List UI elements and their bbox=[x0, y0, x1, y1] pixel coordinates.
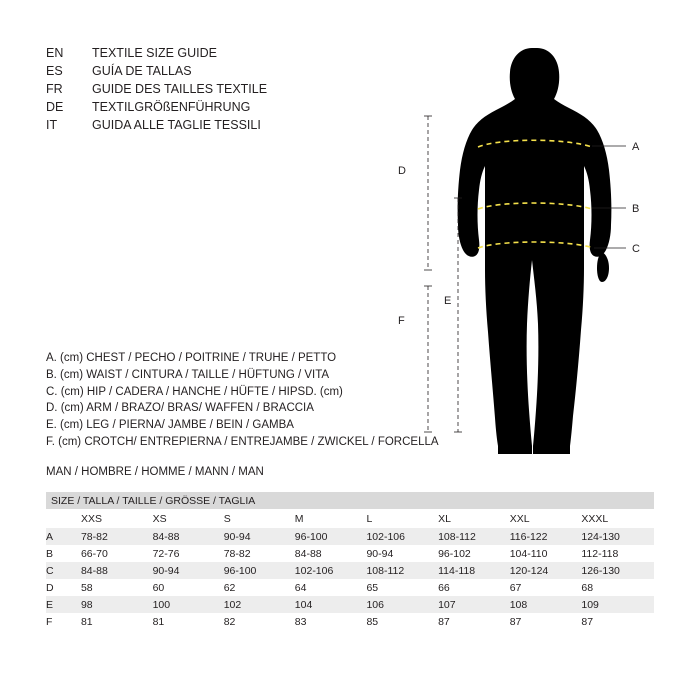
table-cell: 104-110 bbox=[510, 545, 582, 562]
table-cell: 90-94 bbox=[224, 528, 295, 545]
row-label: B bbox=[46, 545, 81, 562]
table-cell: 72-76 bbox=[153, 545, 224, 562]
legend-item-b: B. (cm) WAIST / CINTURA / TAILLE / HÜFTUNG / VITA bbox=[46, 368, 330, 381]
language-code: ES bbox=[46, 64, 63, 78]
legend-item-d: D. (cm) ARM / BRAZO/ BRAS/ WAFFEN / BRACCIA bbox=[46, 402, 314, 415]
table-header-row bbox=[46, 509, 654, 528]
table-cell: 84-88 bbox=[153, 528, 224, 545]
table-cell: 102 bbox=[224, 596, 295, 613]
table-cell: 124-130 bbox=[581, 528, 654, 545]
language-code: EN bbox=[46, 46, 64, 60]
table-row bbox=[46, 579, 654, 596]
language-row bbox=[46, 98, 267, 116]
table-cell: 65 bbox=[366, 579, 438, 596]
table-cell: 96-100 bbox=[295, 528, 367, 545]
gender-label: MAN / HOMBRE / HOMME / MANN / MAN bbox=[46, 466, 264, 478]
row-label: D bbox=[46, 579, 81, 596]
table-cell: 82 bbox=[224, 613, 295, 630]
language-header-block bbox=[46, 44, 267, 134]
callout-label-c: C bbox=[632, 243, 640, 255]
table-cell: 102-106 bbox=[295, 562, 367, 579]
callout-label-f: F bbox=[398, 315, 405, 327]
table-cell: 107 bbox=[438, 596, 510, 613]
table-cell: 106 bbox=[366, 596, 438, 613]
table-cell: 84-88 bbox=[81, 562, 153, 579]
callout-label-b: B bbox=[632, 203, 640, 215]
column-header: XXL bbox=[510, 509, 582, 528]
table-cell: 108-112 bbox=[438, 528, 510, 545]
table-cell: 90-94 bbox=[366, 545, 438, 562]
table-cell: 83 bbox=[295, 613, 367, 630]
table-cell: 78-82 bbox=[81, 528, 153, 545]
table-cell: 114-118 bbox=[438, 562, 510, 579]
table-cell: 87 bbox=[581, 613, 654, 630]
callout-label-e: E bbox=[444, 295, 452, 307]
table-cell: 120-124 bbox=[510, 562, 582, 579]
table-cell: 116-122 bbox=[510, 528, 582, 545]
row-label: A bbox=[46, 528, 81, 545]
table-cell: 58 bbox=[81, 579, 153, 596]
table-cell: 126-130 bbox=[581, 562, 654, 579]
column-header: M bbox=[295, 509, 367, 528]
table-cell: 87 bbox=[510, 613, 582, 630]
column-header: XL bbox=[438, 509, 510, 528]
column-header: L bbox=[366, 509, 438, 528]
dimension-lines bbox=[424, 116, 462, 432]
table-cell: 66 bbox=[438, 579, 510, 596]
language-text: GUIDA ALLE TAGLIE TESSILI bbox=[92, 118, 261, 132]
table-cell: 81 bbox=[81, 613, 153, 630]
table-cell: 109 bbox=[581, 596, 654, 613]
table-cell: 78-82 bbox=[224, 545, 295, 562]
table-cell: 96-100 bbox=[224, 562, 295, 579]
column-header: XS bbox=[153, 509, 224, 528]
column-header: XXS bbox=[81, 509, 153, 528]
table-corner-cell bbox=[46, 509, 81, 528]
table-cell: 60 bbox=[153, 579, 224, 596]
language-row bbox=[46, 62, 267, 80]
table-cell: 85 bbox=[366, 613, 438, 630]
table-cell: 68 bbox=[581, 579, 654, 596]
legend-item-a: A. (cm) CHEST / PECHO / POITRINE / TRUHE / PETTO bbox=[46, 352, 337, 364]
table-row bbox=[46, 613, 654, 630]
row-label: C bbox=[46, 562, 81, 579]
legend-item-f: F. (cm) CROTCH/ ENTREPIERNA / ENTREJAMBE / ZWICKEL / FORCELLA bbox=[46, 435, 439, 448]
table-title-row bbox=[46, 492, 654, 509]
table-cell: 98 bbox=[81, 596, 153, 613]
language-code: FR bbox=[46, 82, 63, 96]
table-title: SIZE / TALLA / TAILLE / GRÖSSE / TAGLIA bbox=[46, 492, 654, 509]
man-silhouette-icon bbox=[458, 48, 612, 454]
legend-item-e: E. (cm) LEG / PIERNA/ JAMBE / BEIN / GAMBA bbox=[46, 419, 294, 432]
size-table bbox=[46, 492, 654, 630]
table-cell: 100 bbox=[153, 596, 224, 613]
table-cell: 87 bbox=[438, 613, 510, 630]
callout-label-a: A bbox=[632, 141, 640, 153]
table-cell: 104 bbox=[295, 596, 367, 613]
body-measurement-figure bbox=[380, 20, 680, 480]
language-code: IT bbox=[46, 118, 58, 132]
table-cell: 64 bbox=[295, 579, 367, 596]
row-label: E bbox=[46, 596, 81, 613]
table-cell: 81 bbox=[153, 613, 224, 630]
table-cell: 96-102 bbox=[438, 545, 510, 562]
language-text: TEXTILGRÖßENFÜHRUNG bbox=[92, 100, 251, 114]
table-cell: 67 bbox=[510, 579, 582, 596]
language-row bbox=[46, 80, 267, 98]
legend-item-c: C. (cm) HIP / CADERA / HANCHE / HÜFTE / HIPSD. (cm) bbox=[46, 385, 343, 398]
column-header: S bbox=[224, 509, 295, 528]
language-text: TEXTILE SIZE GUIDE bbox=[92, 46, 218, 60]
table-cell: 84-88 bbox=[295, 545, 367, 562]
table-cell: 112-118 bbox=[581, 545, 654, 562]
table-cell: 66-70 bbox=[81, 545, 153, 562]
table-row bbox=[46, 562, 654, 579]
table-cell: 108 bbox=[510, 596, 582, 613]
table-row bbox=[46, 545, 654, 562]
language-code: DE bbox=[46, 100, 64, 114]
language-text: GUIDE DES TAILLES TEXTILE bbox=[92, 82, 268, 96]
table-row bbox=[46, 596, 654, 613]
language-row bbox=[46, 116, 267, 134]
row-label: F bbox=[46, 613, 81, 630]
table-cell: 62 bbox=[224, 579, 295, 596]
language-text: GUÍA DE TALLAS bbox=[92, 64, 192, 78]
table-row bbox=[46, 528, 654, 545]
callout-label-d: D bbox=[398, 165, 406, 177]
table-cell: 90-94 bbox=[153, 562, 224, 579]
language-row bbox=[46, 44, 267, 62]
column-header: XXXL bbox=[581, 509, 654, 528]
table-cell: 108-112 bbox=[366, 562, 438, 579]
table-cell: 102-106 bbox=[366, 528, 438, 545]
